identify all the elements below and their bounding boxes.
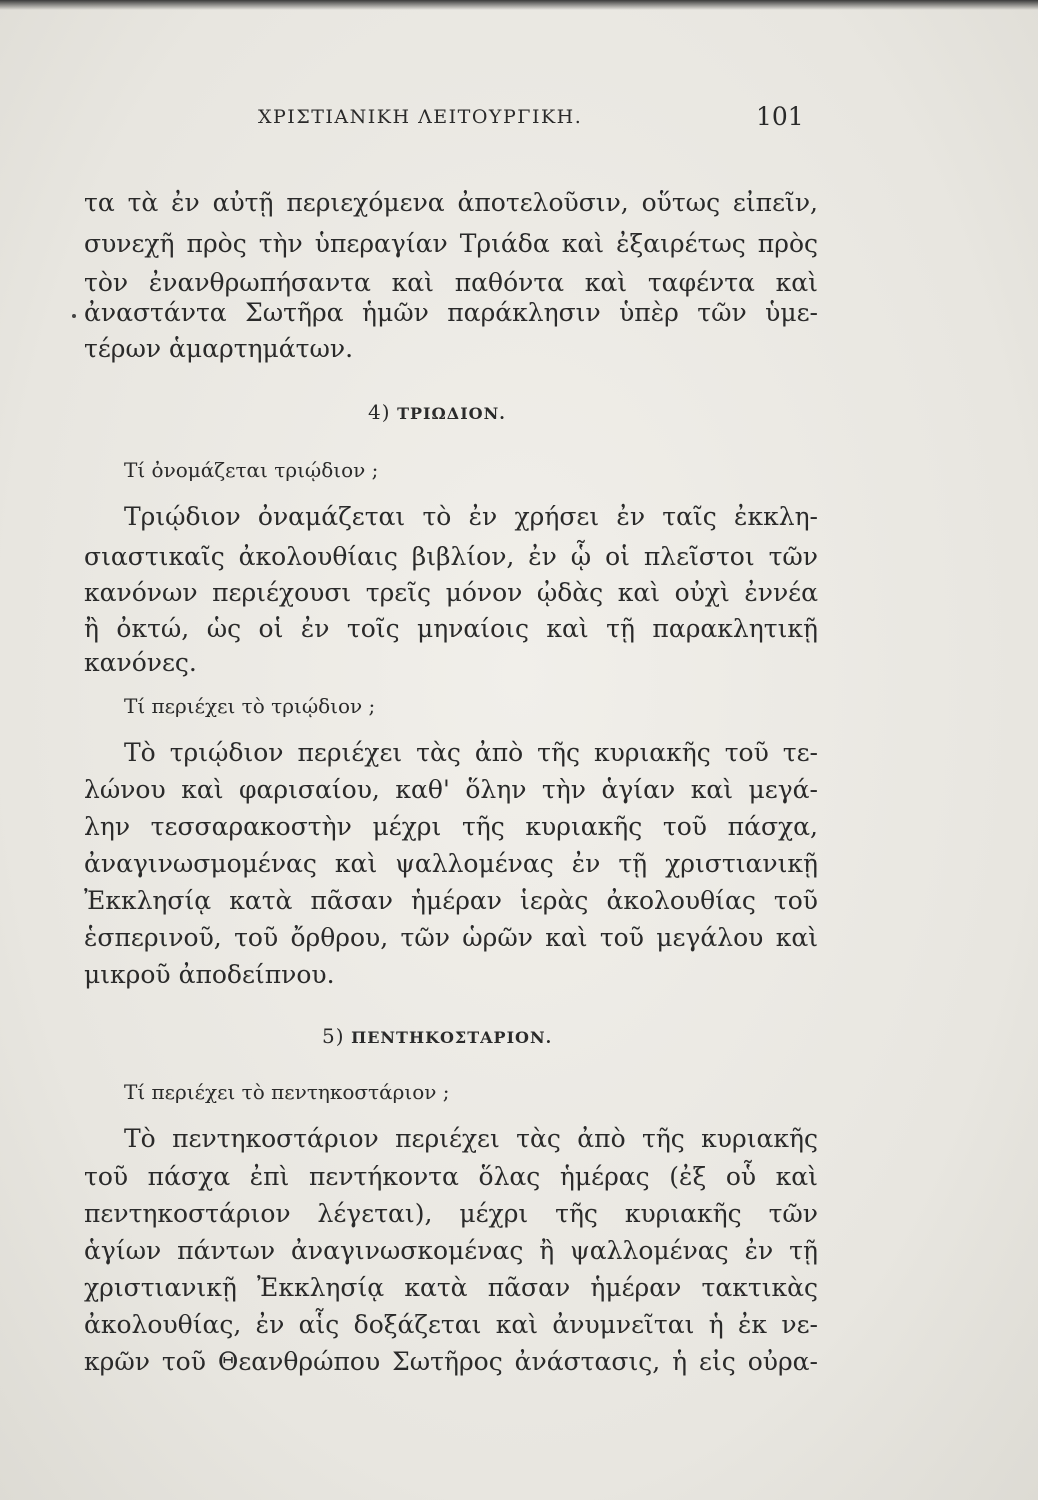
section-heading-pentekostarion [322,1024,552,1048]
section-number: 5) [322,1024,345,1048]
text-line: Τὸ πεντηκοστάριον περιέχει τὰς ἀπὸ τῆς κυριακῆς [124,1124,818,1153]
text-line: κανόνες. [84,648,197,677]
text-line: ἑσπερινοῦ, τοῦ ὄρθρου, τῶν ὡρῶν καὶ τοῦ μεγάλου καὶ [84,923,818,952]
section-title: ΤΡΙΩΔΙΟΝ. [397,404,506,423]
text-line: λην τεσσαρακοστὴν μέχρι τῆς κυριακῆς τοῦ πάσχα, [84,812,818,841]
text-line: πεντηκοστάριον λέγεται), μέχρι τῆς κυριακῆς τῶν [84,1199,818,1228]
text-line: τὸν ἐνανθρωπήσαντα καὶ παθόντα καὶ ταφέντα καὶ [84,268,818,297]
text-line: κανόνων περιέχουσι τρεῖς μόνον ᾠδὰς καὶ οὐχὶ ἐννέα [84,578,818,607]
text-line: συνεχῆ πρὸς τὴν ὑπεραγίαν Τριάδα καὶ ἐξαιρέτως πρὸς [84,229,818,258]
running-title: ΧΡΙΣΤΙΑΝΙΚΗ ΛΕΙΤΟΥΡΓΙΚΗ. [258,106,583,128]
text-line: λώνου καὶ φαρισαίου, καθ' ὅλην τὴν ἁγίαν καὶ μεγά- [84,775,818,804]
section-heading-triodion [368,400,506,424]
text-line: μικροῦ ἀποδείπνου. [84,960,335,989]
text-line: τοῦ πάσχα ἐπὶ πεντήκοντα ὅλας ἡμέρας (ἐξ οὗ καὶ [84,1162,818,1191]
text-line: ἀκολουθίας, ἐν αἷς δοξάζεται καὶ ἀνυμνεῖται ἡ ἐκ νε- [84,1310,818,1339]
margin-ink-dot [72,314,76,318]
text-line: ἀναγινωσμομένας καὶ ψαλλομένας ἐν τῇ χριστιανικῇ [84,849,818,878]
scan-edge-shadow [0,0,1038,10]
text-line: σιαστικαῖς ἀκολουθίαις βιβλίον, ἐν ᾧ οἱ πλεῖστοι τῶν [84,542,818,571]
text-line: ἢ ὀκτώ, ὡς οἱ ἐν τοῖς μηναίοις καὶ τῇ παρακλητικῇ [84,614,818,643]
text-line: τα τὰ ἐν αὐτῇ περιεχόμενα ἀποτελοῦσιν, οὕτως εἰπεῖν, [84,188,818,217]
question: Τί ὀνομάζεται τριῴδιον ; [124,458,379,482]
section-title: ΠΕΝΤΗΚΟΣΤΑΡΙΟΝ. [351,1028,553,1047]
question: Τί περιέχει τὸ πεντηκοστάριον ; [124,1080,450,1104]
section-number: 4) [368,400,391,424]
text-line: χριστιανικῇ Ἐκκλησίᾳ κατὰ πᾶσαν ἡμέραν τακτικὰς [84,1273,818,1302]
text-line: Ἐκκλησίᾳ κατὰ πᾶσαν ἡμέραν ἱερὰς ἀκολουθίας τοῦ [84,886,818,915]
text-line: ἁγίων πάντων ἀναγινωσκομένας ἢ ψαλλομένας ἐν τῇ [84,1236,818,1265]
text-line: τέρων ἁμαρτημάτων. [84,334,354,363]
text-line: Τὸ τριῴδιον περιέχει τὰς ἀπὸ τῆς κυριακῆς τοῦ τε- [124,738,818,767]
question: Τί περιέχει τὸ τριῴδιον ; [124,694,376,718]
page-number: 101 [756,102,804,131]
text-line: ἀναστάντα Σωτῆρα ἡμῶν παράκλησιν ὑπὲρ τῶν ὑμε- [84,298,818,327]
text-line: κρῶν τοῦ Θεανθρώπου Σωτῆρος ἀνάστασις, ἡ εἰς οὐρα- [84,1347,818,1376]
text-line: Τριῴδιον ὀναμάζεται τὸ ἐν χρήσει ἐν ταῖς ἐκκλη- [124,502,818,531]
page-header [0,102,1038,138]
